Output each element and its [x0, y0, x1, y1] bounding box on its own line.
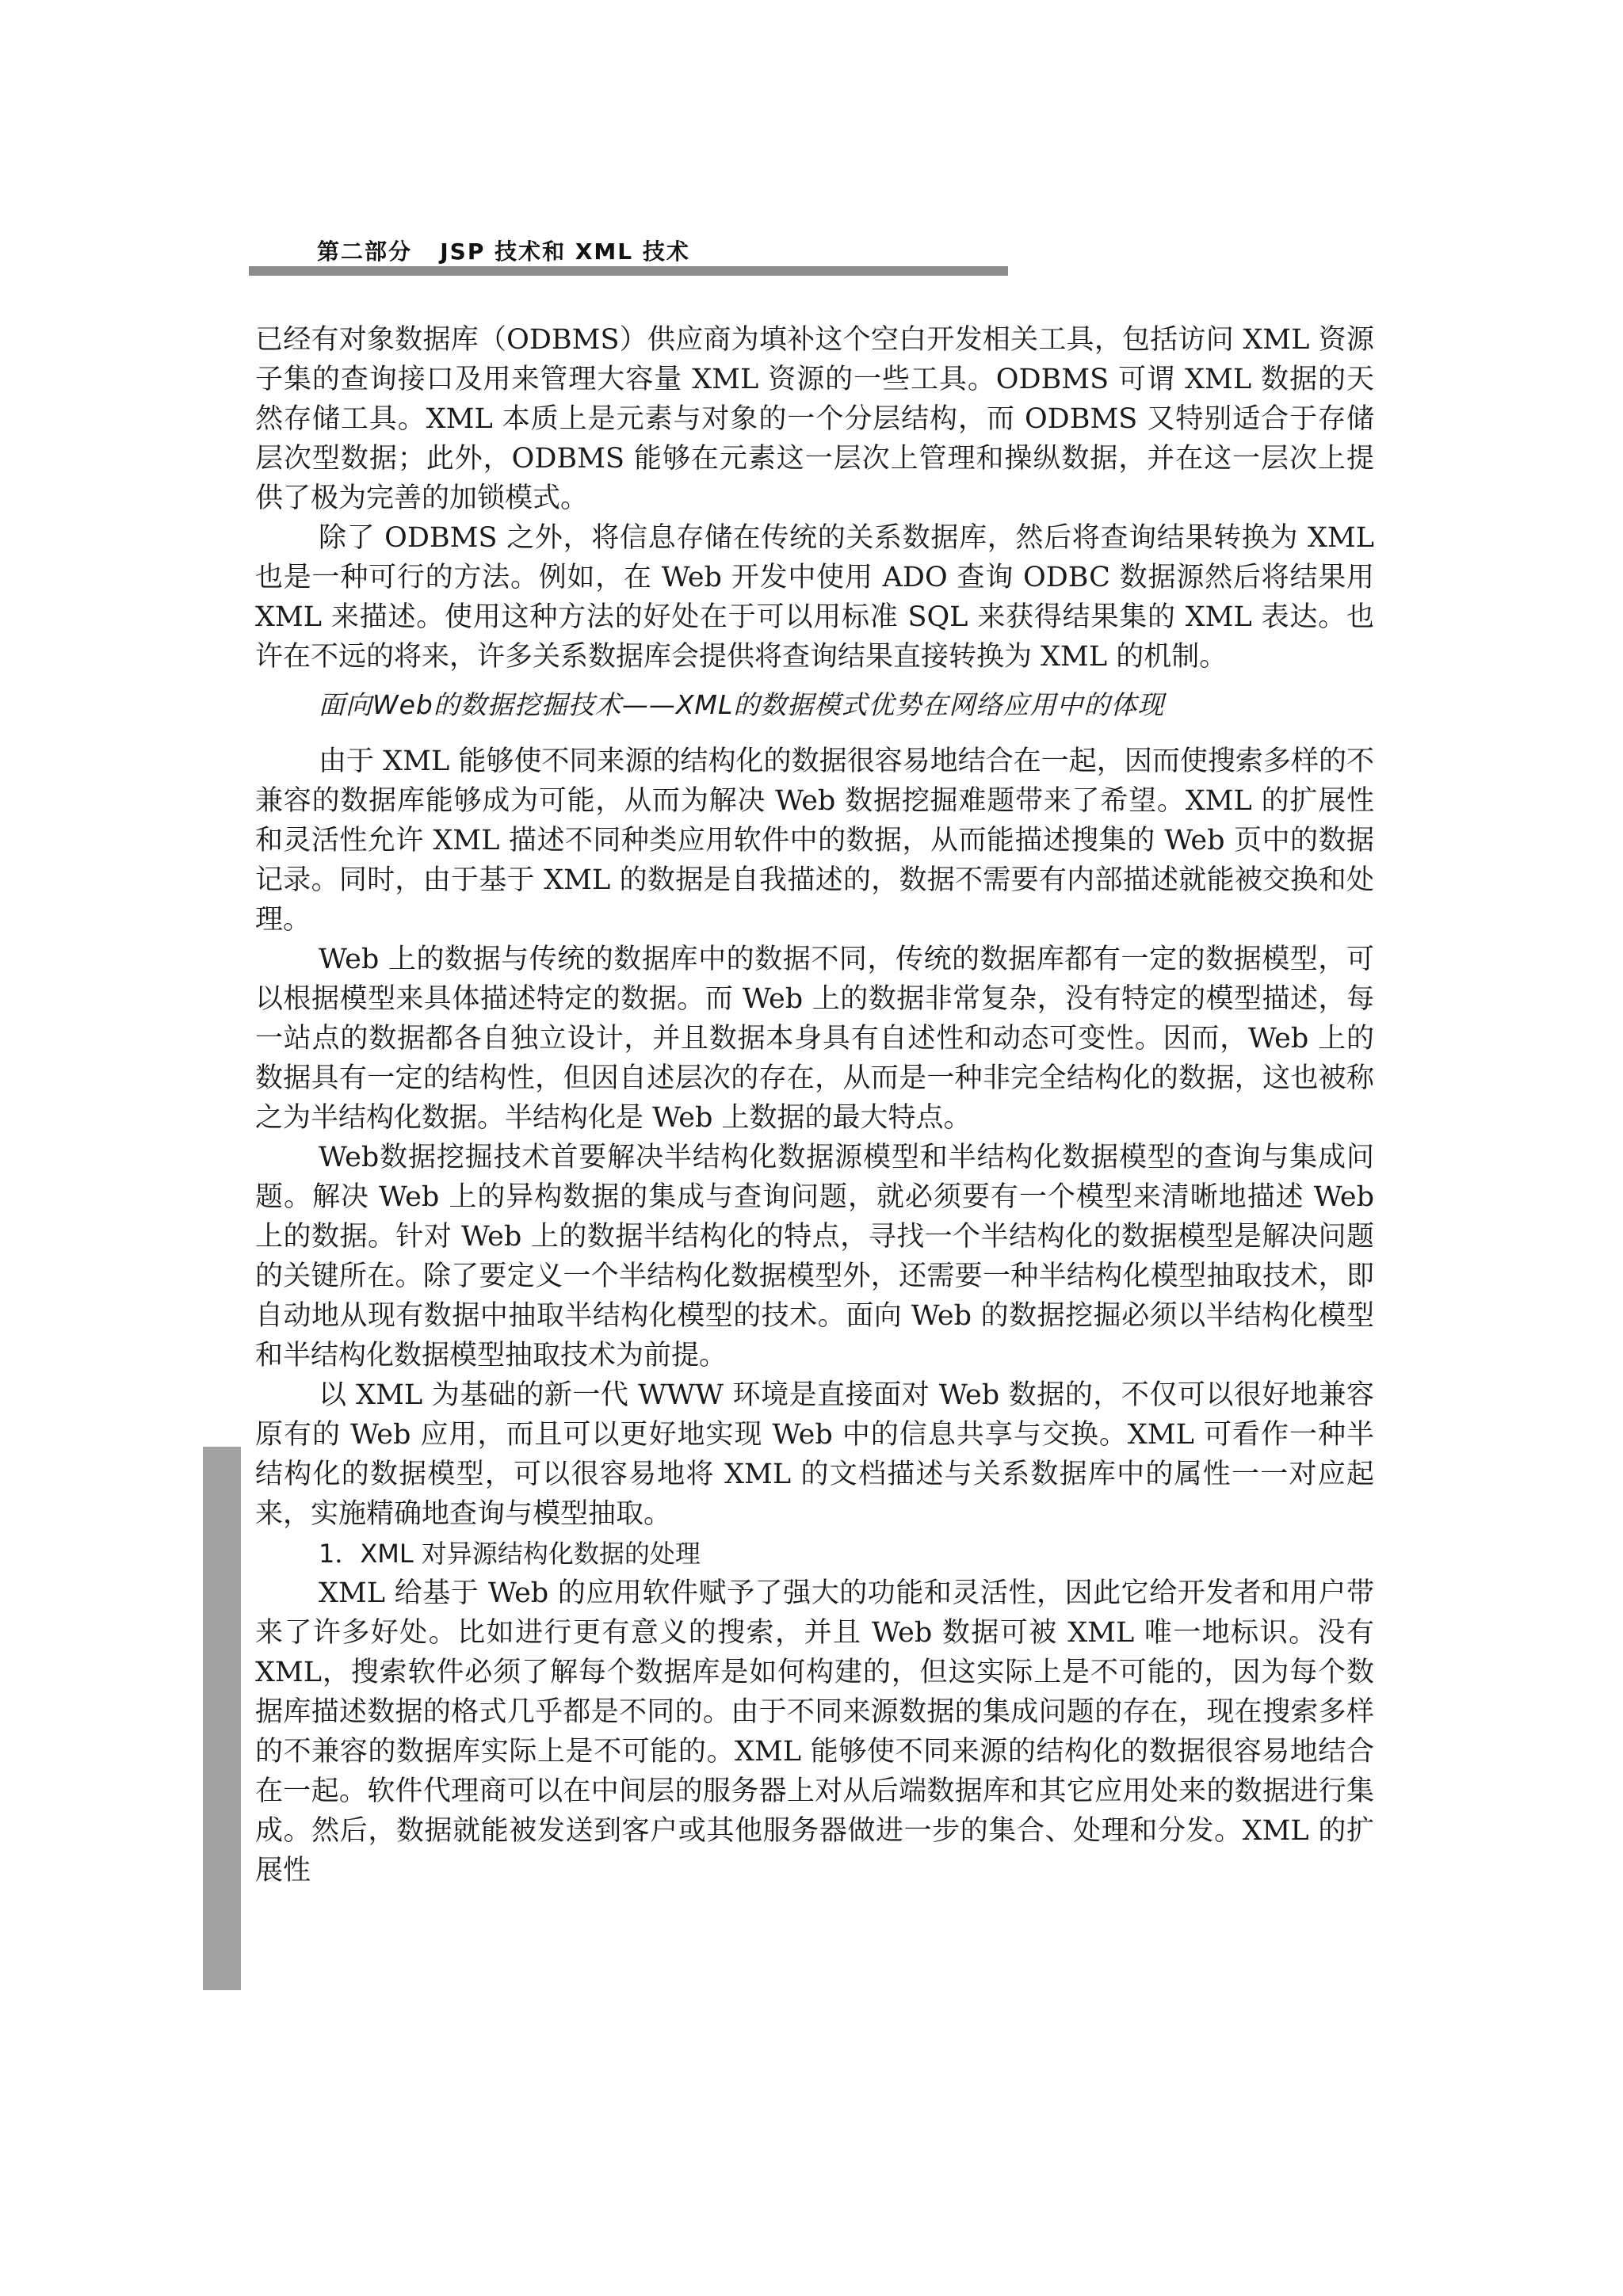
paragraph-semistructured: Web数据挖掘技术首要解决半结构化数据源模型和半结构化数据模型的查询与集成问题。解决 Web 上的异构数据的集成与查询问题，就必须要有一个模型来清晰地描述 Web 上的数据。针对 Web 上的数据半结构化的特点，寻找一个半结构化的数据模型是解决问题的关键所在。除了要定义一个半结构化数据模型外，还需要一种半结构化模型抽取技术，即自动地从现有数据中抽取半结构化模型的技术。面向 Web 的数据挖掘必须以半结构化模型和半结构化数据模型抽取技术为前提。: [255, 1142, 1374, 1371]
paragraph-www-environment: 以 XML 为基础的新一代 WWW 环境是直接面对 Web 数据的，不仅可以很好地兼容原有的 Web 应用，而且可以更好地实现 Web 中的信息共享与交换。XML 可看作一种半结构化的数据模型，可以很容易地将 XML 的文档描述与关系数据库中的属性一一对应起来，实施精确地查询与模型抽取。: [255, 1379, 1374, 1530]
paragraph-odbms: 已经有对象数据库（ODBMS）供应商为填补这个空白开发相关工具，包括访问 XML 资源子集的查询接口及用来管理大容量 XML 资源的一些工具。ODBMS 可谓 XML 数据的天然存储工具。XML 本质上是元素与对象的一个分层结构，而 ODBMS 又特别适合于存储层次型数据；此外，ODBMS 能够在元素这一层次上管理和操纵数据，并在这一层次上提供了极为完善的加锁模式。: [255, 324, 1374, 514]
paragraph-xml-integration: 由于 XML 能够使不同来源的结构化的数据很容易地结合在一起，因而使搜索多样的不兼容的数据库能够成为可能，从而为解决 Web 数据挖掘难题带来了希望。XML 的扩展性和灵活性允许 XML 描述不同种类应用软件中的数据，从而能描述搜集的 Web 页中的数据记录。同时，由于基于 XML 的数据是自我描述的，数据不需要有内部描述就能被交换和处理。: [255, 746, 1374, 936]
paragraph-relational: 除了 ODBMS 之外，将信息存储在传统的关系数据库，然后将查询结果转换为 XML 也是一种可行的方法。例如，在 Web 开发中使用 ADO 查询 ODBC 数据源然后将结果用 XML 来描述。使用这种方法的好处在于可以用标准 SQL 来获得结果集的 XML 表达。也许在不远的将来，许多关系数据库会提供将查询结果直接转换为 XML 的机制。: [255, 522, 1374, 673]
running-head: 第二部分 JSP 技术和 XML 技术: [317, 238, 690, 265]
page-edge-bar: [203, 1447, 241, 1990]
paragraph-web-data: Web 上的数据与传统的数据库中的数据不同，传统的数据库都有一定的数据模型，可以根据模型来具体描述特定的数据。而 Web 上的数据非常复杂，没有特定的模型描述，每一站点的数据都各自独立设计，并且数据本身具有自述性和动态可变性。因而，Web 上的数据具有一定的结构性，但因自述层次的存在，从而是一种非完全结构化的数据，这也被称之为半结构化数据。半结构化是 Web 上数据的最大特点。: [255, 944, 1374, 1134]
subheading-web-mining: 面向Web的数据挖掘技术——XML的数据模式优势在网络应用中的体现: [319, 689, 1165, 720]
header-rule: [249, 266, 1008, 276]
section-heading-1: 1．XML 对异源结构化数据的处理: [319, 1539, 701, 1569]
page-body: [255, 320, 1374, 1890]
paragraph-xml-benefits: XML 给基于 Web 的应用软件赋予了强大的功能和灵活性，因此它给开发者和用户带来了许多好处。比如进行更有意义的搜索，并且 Web 数据可被 XML 唯一地标识。没有 XML，搜索软件必须了解每个数据库是如何构建的，但这实际上是不可能的，因为每个数据库描述数据的格式几乎都是不同的。由于不同来源数据的集成问题的存在，现在搜索多样的不兼容的数据库实际上是不可能的。XML 能够使不同来源的结构化的数据很容易地结合在一起。软件代理商可以在中间层的服务器上对从后端数据库和其它应用处来的数据进行集成。然后，数据就能被发送到客户或其他服务器做进一步的集合、处理和分发。XML 的扩展性: [255, 1577, 1374, 1886]
